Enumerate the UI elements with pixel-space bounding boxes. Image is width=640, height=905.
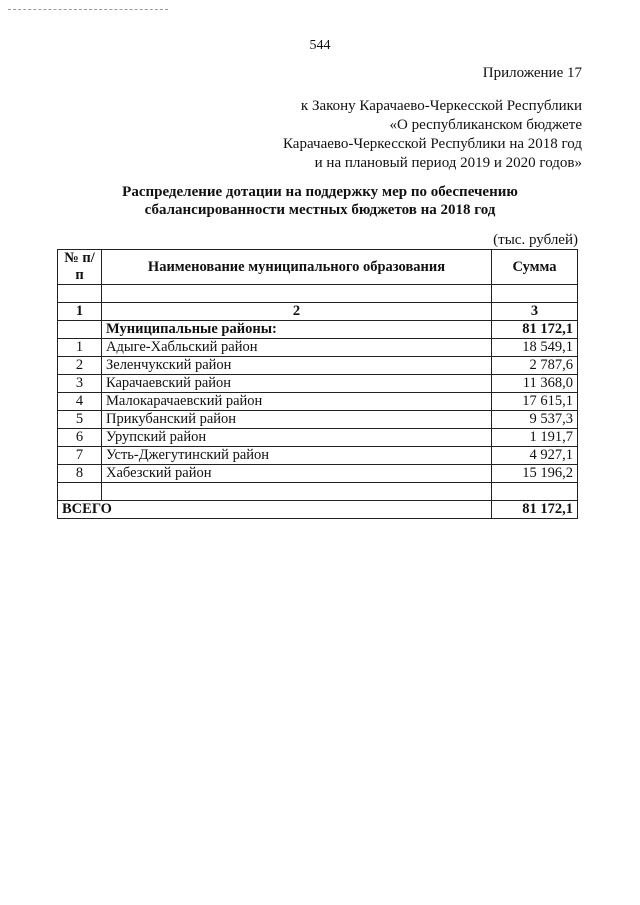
spacer-cell — [102, 285, 492, 303]
column-number: 3 — [492, 303, 578, 321]
column-number: 1 — [58, 303, 102, 321]
table-row — [58, 465, 578, 483]
scan-artifact-line — [8, 9, 168, 10]
total-row — [58, 501, 578, 519]
table-row — [58, 393, 578, 411]
table-row — [58, 375, 578, 393]
row-name: Прикубанский район — [102, 411, 492, 429]
document-title-line: Распределение дотации на поддержку мер по обеспечению — [122, 184, 518, 200]
row-number: 3 — [58, 375, 102, 393]
table-header-row — [58, 250, 578, 285]
row-amount: 2 787,6 — [492, 357, 578, 375]
row-number: 7 — [58, 447, 102, 465]
row-amount: 1 191,7 — [492, 429, 578, 447]
header-amount: Сумма — [492, 250, 578, 285]
document-title — [0, 183, 640, 219]
row-name: Усть-Джегутинский район — [102, 447, 492, 465]
header-number: № п/п — [58, 250, 102, 285]
row-amount: 18 549,1 — [492, 339, 578, 357]
header-name: Наименование муниципального образования — [102, 250, 492, 285]
row-amount: 9 537,3 — [492, 411, 578, 429]
row-name: Хабезский район — [102, 465, 492, 483]
document-title-line: сбалансированности местных бюджетов на 2018 год — [144, 202, 496, 218]
unit-label: (тыс. рублей) — [493, 232, 578, 248]
row-number: 8 — [58, 465, 102, 483]
appendix-label: Приложение 17 — [482, 65, 582, 81]
table-row — [58, 357, 578, 375]
column-number-row — [58, 303, 578, 321]
group-row — [58, 321, 578, 339]
law-reference-line: «О республиканском бюджете — [389, 117, 582, 133]
spacer-cell — [492, 285, 578, 303]
law-reference-line: Карачаево-Черкесской Республики на 2018 год — [283, 136, 582, 152]
row-amount: 17 615,1 — [492, 393, 578, 411]
table-row — [58, 411, 578, 429]
row-name: Зеленчукский район — [102, 357, 492, 375]
row-name: Карачаевский район — [102, 375, 492, 393]
spacer-cell — [58, 285, 102, 303]
total-amount: 81 172,1 — [492, 501, 578, 519]
group-number-cell — [58, 321, 102, 339]
group-label: Муниципальные районы: — [102, 321, 492, 339]
row-number: 6 — [58, 429, 102, 447]
spacer-cell — [102, 483, 492, 501]
row-amount: 15 196,2 — [492, 465, 578, 483]
page-number: 544 — [309, 38, 331, 53]
spacer-cell — [492, 483, 578, 501]
total-label: ВСЕГО — [58, 501, 492, 519]
spacer-cell — [58, 483, 102, 501]
law-reference-line: к Закону Карачаево-Черкесской Республики — [300, 98, 582, 114]
row-number: 4 — [58, 393, 102, 411]
column-number: 2 — [102, 303, 492, 321]
row-number: 1 — [58, 339, 102, 357]
law-reference — [283, 97, 582, 173]
row-name: Урупский район — [102, 429, 492, 447]
law-reference-line: и на плановый период 2019 и 2020 годов» — [314, 155, 582, 171]
row-number: 2 — [58, 357, 102, 375]
table-row — [58, 429, 578, 447]
spacer-row — [58, 483, 578, 501]
row-name: Адыге-Хабльский район — [102, 339, 492, 357]
group-amount: 81 172,1 — [492, 321, 578, 339]
row-number: 5 — [58, 411, 102, 429]
row-name: Малокарачаевский район — [102, 393, 492, 411]
subsidy-table — [57, 249, 578, 519]
table-row — [58, 339, 578, 357]
spacer-row — [58, 285, 578, 303]
row-amount: 4 927,1 — [492, 447, 578, 465]
table-row — [58, 447, 578, 465]
row-amount: 11 368,0 — [492, 375, 578, 393]
